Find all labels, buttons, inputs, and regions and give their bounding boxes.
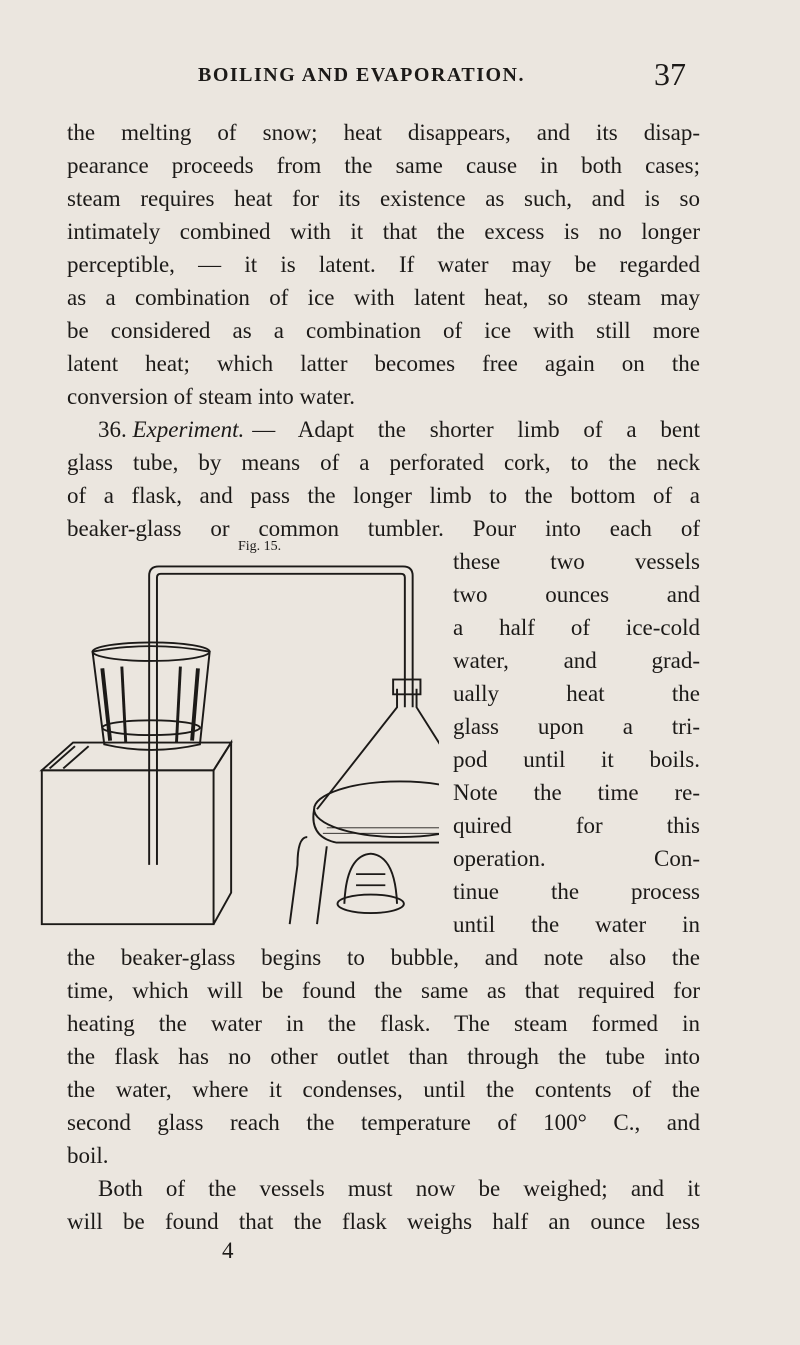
text-line: conversion of steam into water.: [67, 384, 356, 409]
apparatus-illustration: [34, 559, 439, 939]
text-line: the water, where it condenses, until the contents of the: [67, 1077, 700, 1102]
experiment-line: — Adapt the shorter limb of a bent: [252, 417, 700, 442]
column-line: water, and grad-: [453, 648, 700, 673]
text-line: glass tube, by means of a perforated cork, to the neck: [67, 450, 700, 475]
column-line: glass upon a tri-: [453, 714, 700, 739]
text-line: time, which will be found the same as that required for: [67, 978, 700, 1003]
text-line: heating the water in the flask. The steam formed in: [67, 1011, 700, 1036]
experiment-number: 36.: [98, 417, 127, 442]
signature-mark: 4: [222, 1238, 234, 1263]
text-line: second glass reach the temperature of 100° C., and: [67, 1110, 700, 1135]
column-line: operation. Con-: [453, 846, 700, 871]
text-line: of a flask, and pass the longer limb to the bottom of a: [67, 483, 700, 508]
text-line: will be found that the flask weighs half an ounce less: [67, 1209, 700, 1234]
text-line: Both of the vessels must now be weighed; and it: [98, 1176, 700, 1201]
experiment-heading-line: [98, 413, 700, 446]
text-line: the melting of snow; heat disappears, and its disap-: [67, 120, 700, 145]
column-line: a half of ice-cold: [453, 615, 700, 640]
text-line: be considered as a combination of ice with still more: [67, 318, 700, 343]
column-line: tinue the process: [453, 879, 700, 904]
text-line: as a combination of ice with latent heat, so steam may: [67, 285, 700, 310]
column-line: two ounces and: [453, 582, 700, 607]
column-line: quired for this: [453, 813, 700, 838]
text-line: boil.: [67, 1143, 109, 1168]
text-line: the flask has no other outlet than through the tube into: [67, 1044, 700, 1069]
page-header: [0, 56, 800, 96]
text-line: steam requires heat for its existence as such, and is so: [67, 186, 700, 211]
experiment-title: Experiment.: [132, 417, 245, 442]
column-line: until the water in: [453, 912, 700, 937]
text-line: perceptible, — it is latent. If water may be regarded: [67, 252, 700, 277]
text-line: latent heat; which latter becomes free again on the: [67, 351, 700, 376]
text-line: pearance proceeds from the same cause in both cases;: [67, 153, 700, 178]
column-line: these two vessels: [453, 549, 700, 574]
page-number: 37: [654, 56, 686, 92]
column-line: Note the time re-: [453, 780, 700, 805]
column-line: pod until it boils.: [453, 747, 700, 772]
text-line: the beaker-glass begins to bubble, and note also the: [67, 945, 700, 970]
text-line: beaker-glass or common tumbler. Pour into each of: [67, 516, 700, 541]
column-line: ually heat the: [453, 681, 700, 706]
running-head: BOILING AND EVAPORATION.: [198, 64, 525, 86]
figure-label: Fig. 15.: [238, 539, 282, 554]
text-line: intimately combined with it that the excess is no longer: [67, 219, 700, 244]
